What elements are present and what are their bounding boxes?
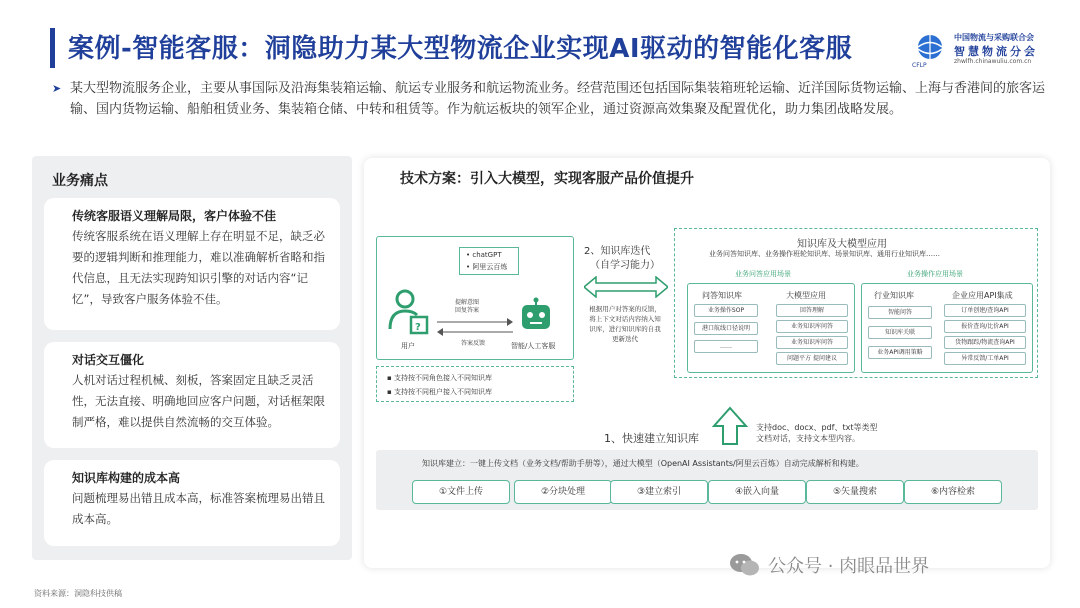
- logo-org-name: 中国物流与采购联合会: [954, 33, 1034, 42]
- op-api-chip: 报价查询/比价API: [944, 320, 1026, 333]
- step-chunk: ②分块处理: [514, 480, 612, 504]
- pain-card-kb-cost: [44, 460, 340, 546]
- op-kb-chip: 业务API调用策略: [868, 346, 932, 359]
- pain-heading: 知识库构建的成本高: [72, 471, 181, 485]
- interaction-box: [376, 236, 574, 360]
- qa-kb-chip: 业务操作SOP: [694, 304, 758, 317]
- op-api-chip: 订单创建/查询API: [944, 304, 1026, 317]
- qa-kb-title: 问答知识库: [702, 291, 742, 300]
- arrow-bottom-label: 答案反馈: [461, 340, 486, 347]
- logo-branch-name: 智慧物流分会: [954, 45, 1038, 58]
- qa-scene-box: [687, 283, 855, 373]
- pain-points-title: 业务痛点: [52, 173, 108, 189]
- bot-label: 智能/人工客服: [511, 342, 556, 350]
- qa-scene-label: 业务问答应用场景: [735, 270, 791, 278]
- build-description: 支持doc、docx、pdf、txt等类型 文档对话，支持文本型内容。: [756, 423, 878, 443]
- pain-heading: 传统客服语义理解局限，客户体验不佳: [72, 209, 277, 223]
- bubble-item: • chatGPT: [466, 251, 502, 259]
- op-scene-label: 业务操作应用场景: [907, 270, 963, 278]
- pain-card-dialogue: [44, 342, 340, 448]
- iteration-description: 根据用户对答案的反馈，将上下文对话内容纳入知识库，进行知识库的自我更新迭代: [589, 305, 661, 343]
- qa-kb-chip: ……: [694, 340, 758, 353]
- svg-text:?: ?: [415, 322, 421, 333]
- option-item: ▪ 支持按不同租户接入不同知识库: [387, 388, 492, 396]
- step-retrieve: ⑥内容检索: [904, 480, 1002, 504]
- qa-model-chip: 回答理解: [776, 304, 848, 317]
- cflp-logo: [912, 30, 1072, 70]
- pain-heading: 对话交互僵化: [72, 353, 145, 367]
- build-line: 知识库建立：一键上传文档（业务文档/帮助手册等），通过大模型（OpenAI Assistants/阿里云百炼）自动完成解析和构建。: [422, 459, 864, 468]
- op-api-title: 企业应用API集成: [952, 291, 1013, 300]
- qa-model-chip: 业务知识库问答: [776, 336, 848, 349]
- watermark-text: 公众号 · 肉眼品世界: [768, 556, 930, 577]
- step-upload: ①文件上传: [412, 480, 510, 504]
- robot-icon: [517, 297, 555, 333]
- step-index: ③建立索引: [610, 480, 708, 504]
- qa-kb-chip: 港口航线口径说明: [694, 322, 758, 335]
- op-api-chip: 货物跟踪/物流查询API: [944, 336, 1026, 349]
- qa-model-chip: 问题平方 提问建议: [776, 352, 848, 365]
- pain-body: 人机对话过程机械、刻板，答案固定且缺乏灵活性，无法直接、明确地回应客户问题，对话框架限制严格，难以提供自然流畅的交互体验。: [72, 373, 325, 429]
- user-label: 用户: [401, 342, 415, 350]
- op-kb-chip: 智能问答: [868, 306, 932, 319]
- kb-subtitle: 业务问答知识库、业务操作班轮知识库、场景知识库、通用行业知识库……: [709, 250, 940, 258]
- company-intro: [52, 78, 1052, 120]
- bubble-item: • 阿里云百炼: [466, 263, 508, 271]
- kb-panel: [674, 228, 1038, 378]
- iteration-title: 2、知识库迭代: [584, 246, 651, 257]
- arrow-right-icon: [437, 317, 513, 327]
- pain-body: 问题梳理易出错且成本高，标准答案梳理易出错且成本高。: [72, 491, 325, 526]
- qa-model-chip: 业务知识库问答: [776, 320, 848, 333]
- solution-title: 技术方案：引入大模型，实现客服产品价值提升: [400, 171, 694, 187]
- intro-text: 某大型物流服务企业，主要从事国际及沿海集装箱运输、航运专业服务和航运物流业务。经营范围还包括国际集装箱班轮运输、近洋国际货物运输、上海与香港间的旅客运输、国内货物运输、船舶租赁业务、集装箱仓储、中转和租赁等。作为航运板块的领军企业，通过资源高效集聚及配置优化，助力集团战略发展。: [70, 81, 1046, 117]
- op-kb-chip: 知识库关联: [868, 326, 932, 339]
- model-bubble: [459, 247, 519, 275]
- access-options: [376, 366, 574, 402]
- user-icon: [387, 289, 431, 337]
- logo-url: zhwlfh.chinawuliu.com.cn: [954, 58, 1032, 65]
- arrow-top-label: 提解意图 回复答案: [455, 299, 480, 314]
- solution-panel: [364, 158, 1050, 568]
- qa-model-title: 大模型应用: [786, 291, 826, 300]
- pain-card-semantic: [44, 198, 340, 330]
- step-vector-search: ⑤矢量搜索: [806, 480, 904, 504]
- up-arrow-icon: [712, 406, 748, 446]
- source-note: 资料来源：洞隐科技供稿: [34, 589, 122, 598]
- title-accent-bar: [50, 28, 55, 68]
- pain-body: 传统客服系统在语义理解上存在明显不足，缺乏必要的逻辑判断和推理能力，难以准确解析省略和指代信息，且无法实现跨知识引擎的对话内容“记忆”，导致客户服务体验不佳。: [72, 229, 325, 306]
- arrow-left-icon: [437, 327, 513, 337]
- op-api-chip: 异常反馈/工单API: [944, 352, 1026, 365]
- logo-mark-text: CFLP: [912, 62, 927, 69]
- step-embed: ④嵌入向量: [708, 480, 806, 504]
- op-kb-title: 行业知识库: [874, 291, 914, 300]
- globe-logo-icon: [912, 32, 948, 62]
- op-scene-box: [861, 283, 1033, 373]
- kb-title: 知识库及大模型应用: [797, 239, 887, 250]
- iteration-subtitle: （自学习能力）: [590, 260, 660, 271]
- double-arrow-icon: [584, 276, 668, 298]
- pain-points-panel: [32, 156, 352, 560]
- option-item: ▪ 支持按不同角色接入不同知识库: [387, 374, 492, 382]
- build-title: 1、快速建立知识库: [604, 432, 699, 445]
- wechat-icon: [728, 552, 762, 578]
- bullet-arrow-icon: ➤: [52, 82, 62, 95]
- page-title: 案例-智能客服：洞隐助力某大型物流企业实现AI驱动的智能化客服: [68, 34, 853, 64]
